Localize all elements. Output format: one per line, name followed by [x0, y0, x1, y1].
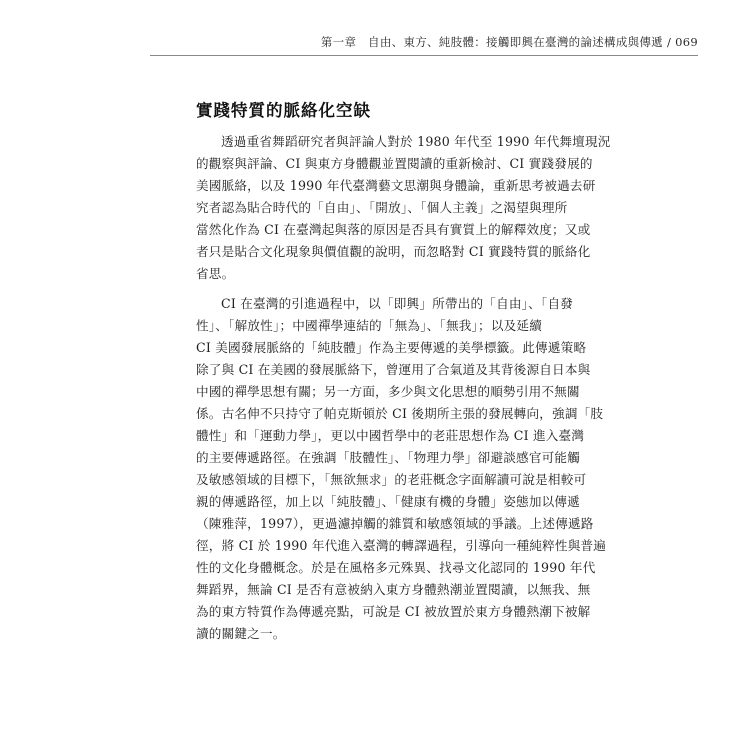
running-header: 第一章 自由、東方、純肢體：接觸即興在臺灣的論述構成與傳遞 / 069	[320, 35, 698, 49]
paragraph-line: 的觀察與評論、CI 與東方身體觀並置閱讀的重新檢討、CI 實踐發展的	[196, 156, 593, 171]
paragraph-line: 透過重省舞蹈研究者與評論人對於 1980 年代至 1990 年代舞壇現況	[221, 134, 611, 149]
paragraph-line: 中國的禪學思想有關；另一方面，多少與文化思想的順勢引用不無關	[196, 384, 580, 399]
section-title: 實踐特質的脈絡化空缺	[196, 101, 371, 120]
paragraph-line: CI 在臺灣的引進過程中，以「即興」所帶出的「自由」、「自發	[221, 296, 574, 311]
paragraph-line: （陳雅萍，1997），更過濾掉觸的雜質和敏感領域的爭議。上述傳遞路	[196, 516, 594, 531]
paragraph-line: 當然化作為 CI 在臺灣起與落的原因是否具有實質上的解釋效度；又或	[196, 222, 591, 237]
paragraph-line: 係。古名伸不只持守了帕克斯頓於 CI 後期所主張的發展轉向，強調「肢	[196, 406, 604, 421]
paragraph-line: 徑，將 CI 於 1990 年代進入臺灣的轉譯過程，引導向一種純粹性與普遍	[196, 538, 607, 553]
body-text	[196, 131, 611, 653]
paragraph-line: 除了與 CI 在美國的發展脈絡下，曾運用了合氣道及其背後源自日本與	[196, 362, 591, 377]
paragraph-line: 讀的關鍵之一。	[196, 626, 286, 641]
paragraph-2	[196, 293, 607, 645]
paragraph-line: 體性」和「運動力學」，更以中國哲學中的老莊思想作為 CI 進入臺灣	[196, 428, 585, 443]
paragraph-line: 省思。	[196, 266, 235, 281]
header-rule	[150, 55, 698, 56]
paragraph-line: 究者認為貼合時代的「自由」、「開放」、「個人主義」之渴望與理所	[196, 200, 568, 215]
paragraph-line: 性的文化身體概念。於是在風格多元殊異、找尋文化認同的 1990 年代	[196, 560, 596, 575]
paragraph-line: 的主要傳遞路徑。在強調「肢體性」、「物理力學」卻避談感官可能觸	[196, 450, 581, 465]
paragraph-line: 及敏感領域的目標下，「無欲無求」的老莊概念字面解讀可說是相較可	[196, 472, 587, 487]
paragraph-line: 為的東方特質作為傳遞亮點，可說是 CI 被放置於東方身體熱潮下被解	[196, 604, 591, 619]
paragraph-1	[196, 131, 611, 285]
paragraph-line: CI 美國發展脈絡的「純肢體」作為主要傳遞的美學標籤。此傳遞策略	[196, 340, 587, 355]
paragraph-line: 舞蹈界，無論 CI 是否有意被納入東方身體熱潮並置閱讀，以無我、無	[196, 582, 591, 597]
paragraph-line: 性」、「解放性」；中國禪學連結的「無為」、「無我」；以及延續	[196, 318, 543, 333]
paragraph-line: 者只是貼合文化現象與價值觀的說明，而忽略對 CI 實踐特質的脈絡化	[196, 244, 591, 259]
paragraph-line: 美國脈絡，以及 1990 年代臺灣藝文思潮與身體論，重新思考被過去研	[196, 178, 596, 193]
paragraph-line: 親的傳遞路徑，加上以「純肢體」、「健康有機的身體」姿態加以傳遞	[196, 494, 581, 509]
